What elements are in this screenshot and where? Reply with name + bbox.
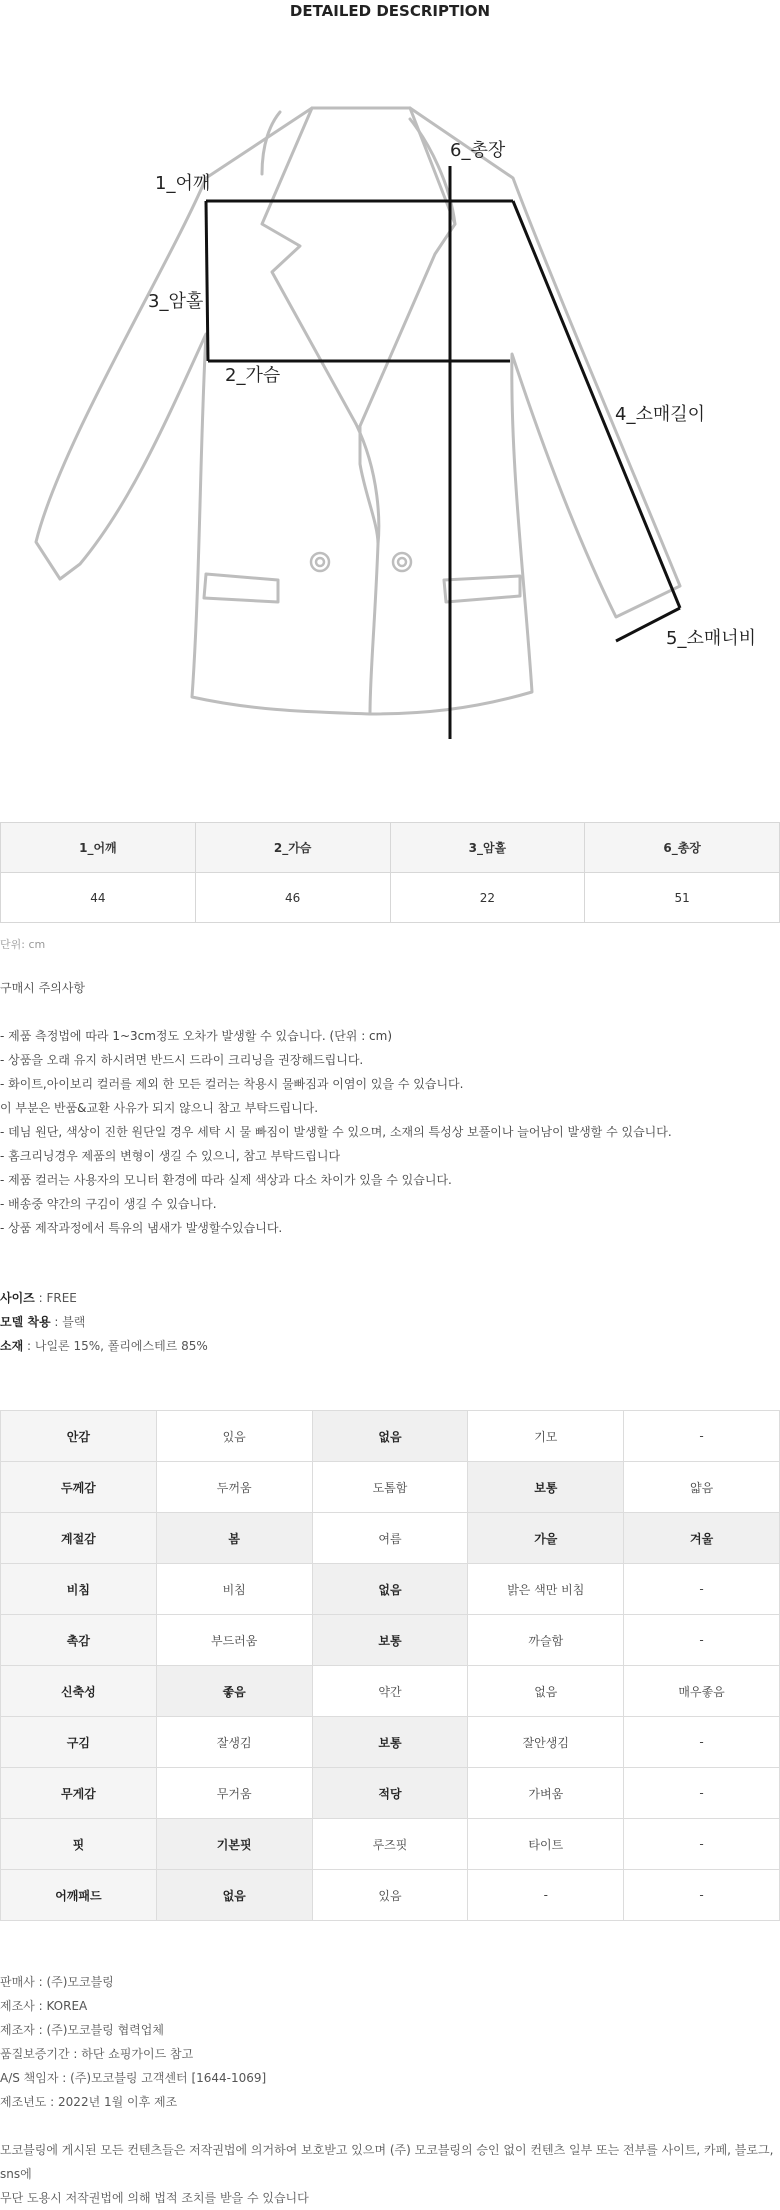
unit-note: 단위: cm [0,938,46,951]
attribute-option: - [624,1615,780,1666]
size-table-value-row [1,873,780,923]
notice-item: - 데님 원단, 색상이 진한 원단일 경우 세탁 시 물 빠짐이 발생할 수 있으며, 소재의 특성상 보풀이나 늘어남이 발생할 수 있습니다. [0,1125,672,1139]
attribute-option: 보통 [468,1462,624,1513]
jacket-illustration [0,24,780,804]
label-shoulder: 1_어깨 [155,173,211,194]
attribute-option: - [468,1870,624,1921]
attribute-option: - [624,1411,780,1462]
attribute-row [1,1870,780,1921]
attribute-label: 핏 [1,1819,157,1870]
seller-info-line: 품질보증기간 : 하단 쇼핑가이드 참고 [0,2047,194,2061]
spec-size [0,1286,208,1310]
spec-model-label: 모델 착용 [0,1315,51,1329]
seller-info [0,1970,266,2114]
jacket-measurement-diagram [0,24,780,804]
attribute-label: 어깨패드 [1,1870,157,1921]
attribute-option: 없음 [312,1411,468,1462]
button-right-inner [398,558,406,566]
attribute-option: 까슬함 [468,1615,624,1666]
notice-item: - 제품 측정법에 따라 1~3cm정도 오차가 발생할 수 있습니다. (단위 : cm) [0,1029,393,1043]
notice-item: 이 부분은 반품&교환 사유가 되지 않으니 참고 부탁드립니다. [0,1101,319,1115]
label-total-length: 6_총장 [450,140,506,161]
attribute-table-body [1,1411,780,1921]
notice-heading: 구매시 주의사항 [0,981,85,995]
size-header-chest: 2_가슴 [195,823,390,873]
attribute-option: 두꺼움 [156,1462,312,1513]
left-pocket [204,574,278,602]
attribute-option: 기모 [468,1411,624,1462]
attribute-option: 도톰함 [312,1462,468,1513]
attribute-label: 두께감 [1,1462,157,1513]
attribute-label: 비침 [1,1564,157,1615]
attribute-table [0,1410,780,1921]
right-lapel [360,108,455,426]
notice-item: - 홈크리닝경우 제품의 변형이 생길 수 있으니, 참고 부탁드립니다 [0,1149,341,1163]
size-value-chest: 46 [195,873,390,923]
label-armhole: 3_암홀 [148,291,204,312]
button-left-inner [316,558,324,566]
size-value-shoulder: 44 [1,873,196,923]
seller-info-line: A/S 책임자 : (주)모코블링 고객센터 [1644-1069] [0,2071,267,2085]
spec-model [0,1310,208,1334]
notice-item: - 상품 제작과정에서 특유의 냄새가 발생할수있습니다. [0,1221,283,1235]
button-right [393,553,411,571]
attribute-option: 약간 [312,1666,468,1717]
attribute-option: 무거움 [156,1768,312,1819]
attribute-option: 없음 [468,1666,624,1717]
label-chest: 2_가슴 [225,365,281,386]
attribute-row [1,1513,780,1564]
size-table [0,822,780,923]
copyright-notice [0,2138,780,2210]
attribute-option: 부드러움 [156,1615,312,1666]
attribute-label: 촉감 [1,1615,157,1666]
product-spec [0,1286,208,1358]
spec-size-label: 사이즈 [0,1291,35,1305]
attribute-option: 비침 [156,1564,312,1615]
attribute-option: 봄 [156,1513,312,1564]
armhole-measure-line [206,201,208,361]
attribute-row [1,1615,780,1666]
spec-model-value: : 블랙 [50,1315,86,1329]
attribute-label: 신축성 [1,1666,157,1717]
attribute-label: 무게감 [1,1768,157,1819]
attribute-option: 보통 [312,1717,468,1768]
seller-info-line: 제조사 : KOREA [0,1999,88,2013]
attribute-option: 기본핏 [156,1819,312,1870]
attribute-label: 구김 [1,1717,157,1768]
attribute-option: 좋음 [156,1666,312,1717]
seller-info-line: 제조년도 : 2022년 1월 이후 제조 [0,2095,178,2109]
size-header-shoulder: 1_어깨 [1,823,196,873]
attribute-row [1,1666,780,1717]
right-pocket [444,576,520,602]
jacket-left-outline [36,108,370,714]
attribute-option: 잘안생김 [468,1717,624,1768]
attribute-option: 없음 [156,1870,312,1921]
button-left [311,553,329,571]
attribute-option: 겨울 [624,1513,780,1564]
attribute-option: - [624,1717,780,1768]
attribute-label: 계절감 [1,1513,157,1564]
size-header-armhole: 3_암홀 [390,823,585,873]
copyright-line: 무단 도용시 저작권법에 의해 법적 조치를 받을 수 있습니다 [0,2191,309,2205]
attribute-option: 가을 [468,1513,624,1564]
attribute-option: - [624,1564,780,1615]
attribute-option: 있음 [156,1411,312,1462]
attribute-option: 매우좋음 [624,1666,780,1717]
attribute-row [1,1462,780,1513]
notice-item: - 배송중 약간의 구김이 생길 수 있습니다. [0,1197,217,1211]
attribute-row [1,1768,780,1819]
attribute-row [1,1564,780,1615]
attribute-option: 가벼움 [468,1768,624,1819]
attribute-option: 얇음 [624,1462,780,1513]
label-sleeve-width: 5_소매너비 [666,628,757,649]
attribute-option: - [624,1870,780,1921]
attribute-option: - [624,1768,780,1819]
size-header-total-length: 6_총장 [585,823,780,873]
notice-item: - 제품 컬러는 사용자의 모니터 환경에 따라 실제 색상과 다소 차이가 있을 수 있습니다. [0,1173,452,1187]
attribute-option: 타이트 [468,1819,624,1870]
attribute-option: 잘생김 [156,1717,312,1768]
notice-item: - 화이트,아이보리 컬러를 제외 한 모든 컬러는 착용시 물빠짐과 이염이 있을 수 있습니다. [0,1077,464,1091]
spec-material-label: 소재 [0,1339,24,1353]
attribute-option: 보통 [312,1615,468,1666]
size-value-armhole: 22 [390,873,585,923]
left-collar-inner [262,112,280,174]
attribute-option: 여름 [312,1513,468,1564]
spec-material [0,1334,208,1358]
attribute-row [1,1819,780,1870]
label-sleeve-length: 4_소매길이 [615,404,706,425]
attribute-option: 적당 [312,1768,468,1819]
attribute-label: 안감 [1,1411,157,1462]
copyright-line: 모코블링에 게시된 모든 컨텐츠들은 저작권법에 의거하여 보호받고 있으며 (주) 모코블링의 승인 없이 컨텐츠 일부 또는 전부를 사이트, 카페, 블로그, sns에 [0,2143,774,2181]
attribute-row [1,1411,780,1462]
size-value-total-length: 51 [585,873,780,923]
attribute-option: 밝은 색만 비침 [468,1564,624,1615]
attribute-option: 없음 [312,1564,468,1615]
page-title: DETAILED DESCRIPTION [289,2,491,20]
attribute-option: 있음 [312,1870,468,1921]
purchase-notice [0,976,780,1240]
spec-size-value: : FREE [34,1291,77,1305]
seller-info-line: 판매사 : (주)모코블링 [0,1975,114,1989]
spec-material-value: : 나일론 15%, 폴리에스테르 85% [23,1339,208,1353]
seller-info-line: 제조자 : (주)모코블링 협력업체 [0,2023,164,2037]
attribute-option: 루즈핏 [312,1819,468,1870]
size-table-header-row [1,823,780,873]
attribute-option: - [624,1819,780,1870]
attribute-row [1,1717,780,1768]
notice-item: - 상품을 오래 유지 하시려면 반드시 드라이 크리닝을 권장해드립니다. [0,1053,364,1067]
